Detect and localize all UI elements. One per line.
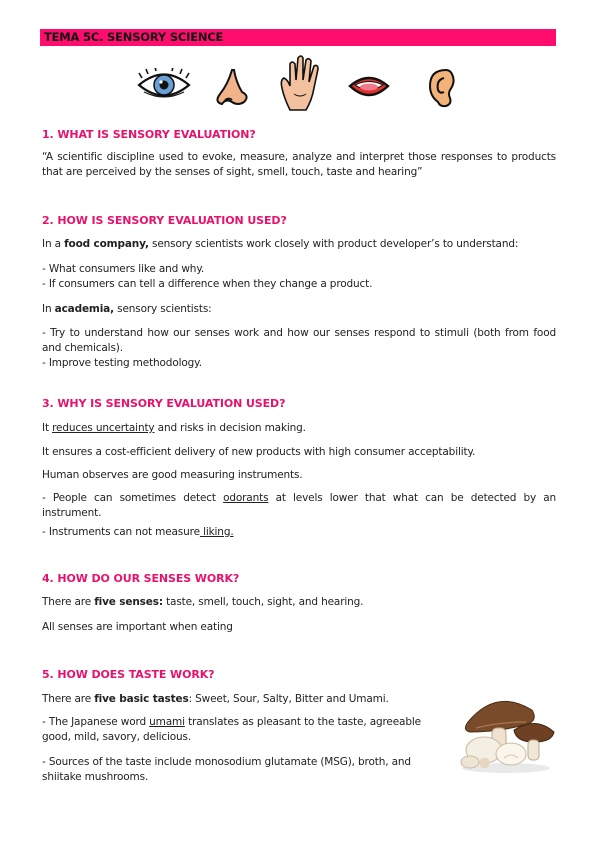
page-title: TEMA 5C. SENSORY SCIENCE: [44, 30, 224, 44]
mouth-icon: [348, 72, 390, 102]
section-5-line: There are five basic tastes: Sweet, Sour, Salty, Bitter and Umami.: [42, 693, 389, 705]
nose-icon: [212, 68, 252, 108]
section-3-line: It reduces uncertainty and risks in decision making.: [42, 422, 306, 434]
section-4-heading: 4. HOW DO OUR SENSES WORK?: [42, 572, 240, 585]
section-5-heading: 5. HOW DOES TASTE WORK?: [42, 668, 215, 681]
section-3-line: It ensures a cost-efficient delivery of new products with high consumer acceptability.: [42, 446, 476, 458]
section-5-line: - The Japanese word umami translates as pleasant to the taste, agreeable good, mild, savory, delicious.: [42, 716, 421, 743]
ear-icon: [426, 68, 456, 108]
mushroom-image: [456, 692, 556, 774]
senses-illustration: [136, 54, 466, 112]
food-item: - What consumers like and why.: [42, 263, 205, 275]
eye-icon: [136, 68, 192, 102]
section-3-line: Human observes are good measuring instruments.: [42, 469, 303, 481]
section-2-heading: 2. HOW IS SENSORY EVALUATION USED?: [42, 214, 287, 227]
title-bar: [40, 29, 556, 46]
section-3-line: - People can sometimes detect odorants at levels lower that what can be detected by an instrument.: [42, 492, 556, 519]
hand-icon: [276, 54, 324, 112]
section-1-heading: 1. WHAT IS SENSORY EVALUATION?: [42, 128, 256, 141]
food-company-line: In a food company, sensory scientists work closely with product developer’s to understand:: [42, 238, 519, 250]
academia-item: - Try to understand how our senses work and how our senses respond to stimuli (both from food and chemicals).: [42, 327, 556, 354]
food-item: - If consumers can tell a difference when they change a product.: [42, 278, 373, 290]
section-3-heading: 3. WHY IS SENSORY EVALUATION USED?: [42, 397, 286, 410]
section-3-line: - Instruments can not measure liking.: [42, 526, 234, 538]
section-1-quote: “A scientific discipline used to evoke, measure, analyze and interpret those responses to products that are perceived by the senses of sight, smell, touch, taste and hearing”: [42, 151, 556, 178]
academia-item: - Improve testing methodology.: [42, 357, 202, 369]
section-4-line: All senses are important when eating: [42, 621, 233, 633]
section-4-line: There are five senses: taste, smell, touch, sight, and hearing.: [42, 596, 364, 608]
academia-line: In academia, sensory scientists:: [42, 303, 212, 315]
section-5-line: - Sources of the taste include monosodium glutamate (MSG), broth, and shiitake mushrooms.: [42, 756, 411, 783]
